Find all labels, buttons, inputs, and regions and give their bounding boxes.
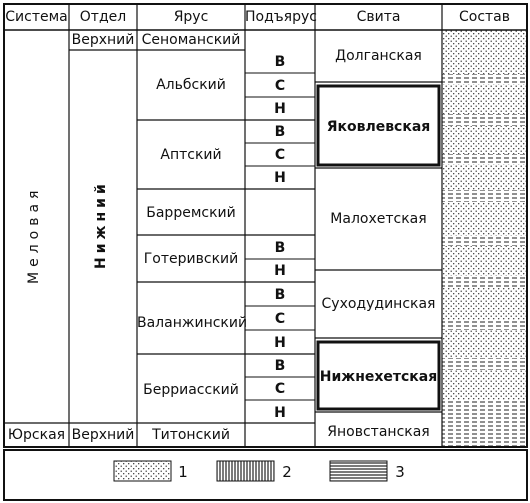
formation-yanovstan: Яновстанская bbox=[327, 424, 430, 440]
system-cretaceous: Меловая bbox=[26, 185, 42, 285]
header-formation: Свита bbox=[356, 9, 401, 25]
stage-berriasian: Берриасский bbox=[143, 382, 239, 398]
stage-tithonian: Титонский bbox=[152, 427, 230, 443]
stage-albian: Альбский bbox=[156, 77, 226, 93]
department-upper-jurassic: Верхний bbox=[71, 427, 135, 443]
substage-berriasian-upper: В bbox=[274, 358, 286, 374]
stage-hauterivian: Готеривский bbox=[143, 251, 239, 267]
substage-berriasian-lower: Н bbox=[274, 405, 286, 421]
stage-cenomanian: Сеноманский bbox=[141, 32, 241, 48]
substage-valanginian-middle: С bbox=[274, 311, 286, 327]
substage-albian-upper: В bbox=[274, 54, 286, 70]
department-upper-cretaceous: Верхний bbox=[71, 32, 135, 48]
substage-valanginian-lower: Н bbox=[274, 335, 286, 351]
substage-valanginian-upper: В bbox=[274, 287, 286, 303]
department-lower: Нижний bbox=[93, 180, 109, 270]
header-system: Система bbox=[5, 9, 68, 25]
substage-albian-lower: Н bbox=[274, 101, 286, 117]
header-composition: Состав bbox=[458, 9, 511, 25]
stage-barremian: Барремский bbox=[146, 205, 236, 221]
formation-yakovlev: Яковлевская bbox=[326, 119, 431, 135]
substage-hauterivian-upper: В bbox=[274, 240, 286, 256]
formation-sukhodudin: Суходудинская bbox=[321, 296, 436, 312]
header-stage: Ярус bbox=[173, 9, 209, 25]
legend-label-2: 2 bbox=[282, 463, 292, 481]
header-substage: Подъярус bbox=[245, 9, 317, 25]
substage-aptian-upper: В bbox=[274, 124, 286, 140]
legend-label-1: 1 bbox=[178, 463, 188, 481]
substage-albian-middle: С bbox=[274, 78, 286, 94]
substage-aptian-lower: Н bbox=[274, 170, 286, 186]
formation-dolgan: Долганская bbox=[335, 48, 422, 64]
stage-valanginian: Валанжинский bbox=[137, 315, 248, 331]
system-jurassic: Юрская bbox=[7, 427, 66, 443]
formation-nizhnekhet: Нижнехетская bbox=[319, 369, 438, 385]
formation-malokhet: Малохетская bbox=[330, 211, 427, 227]
legend-label-3: 3 bbox=[395, 463, 405, 481]
header-department: Отдел bbox=[79, 9, 127, 25]
substage-berriasian-middle: С bbox=[274, 381, 286, 397]
substage-hauterivian-lower: Н bbox=[274, 263, 286, 279]
substage-aptian-middle: С bbox=[274, 147, 286, 163]
composition-column bbox=[442, 30, 528, 446]
stage-aptian: Аптский bbox=[160, 147, 222, 163]
